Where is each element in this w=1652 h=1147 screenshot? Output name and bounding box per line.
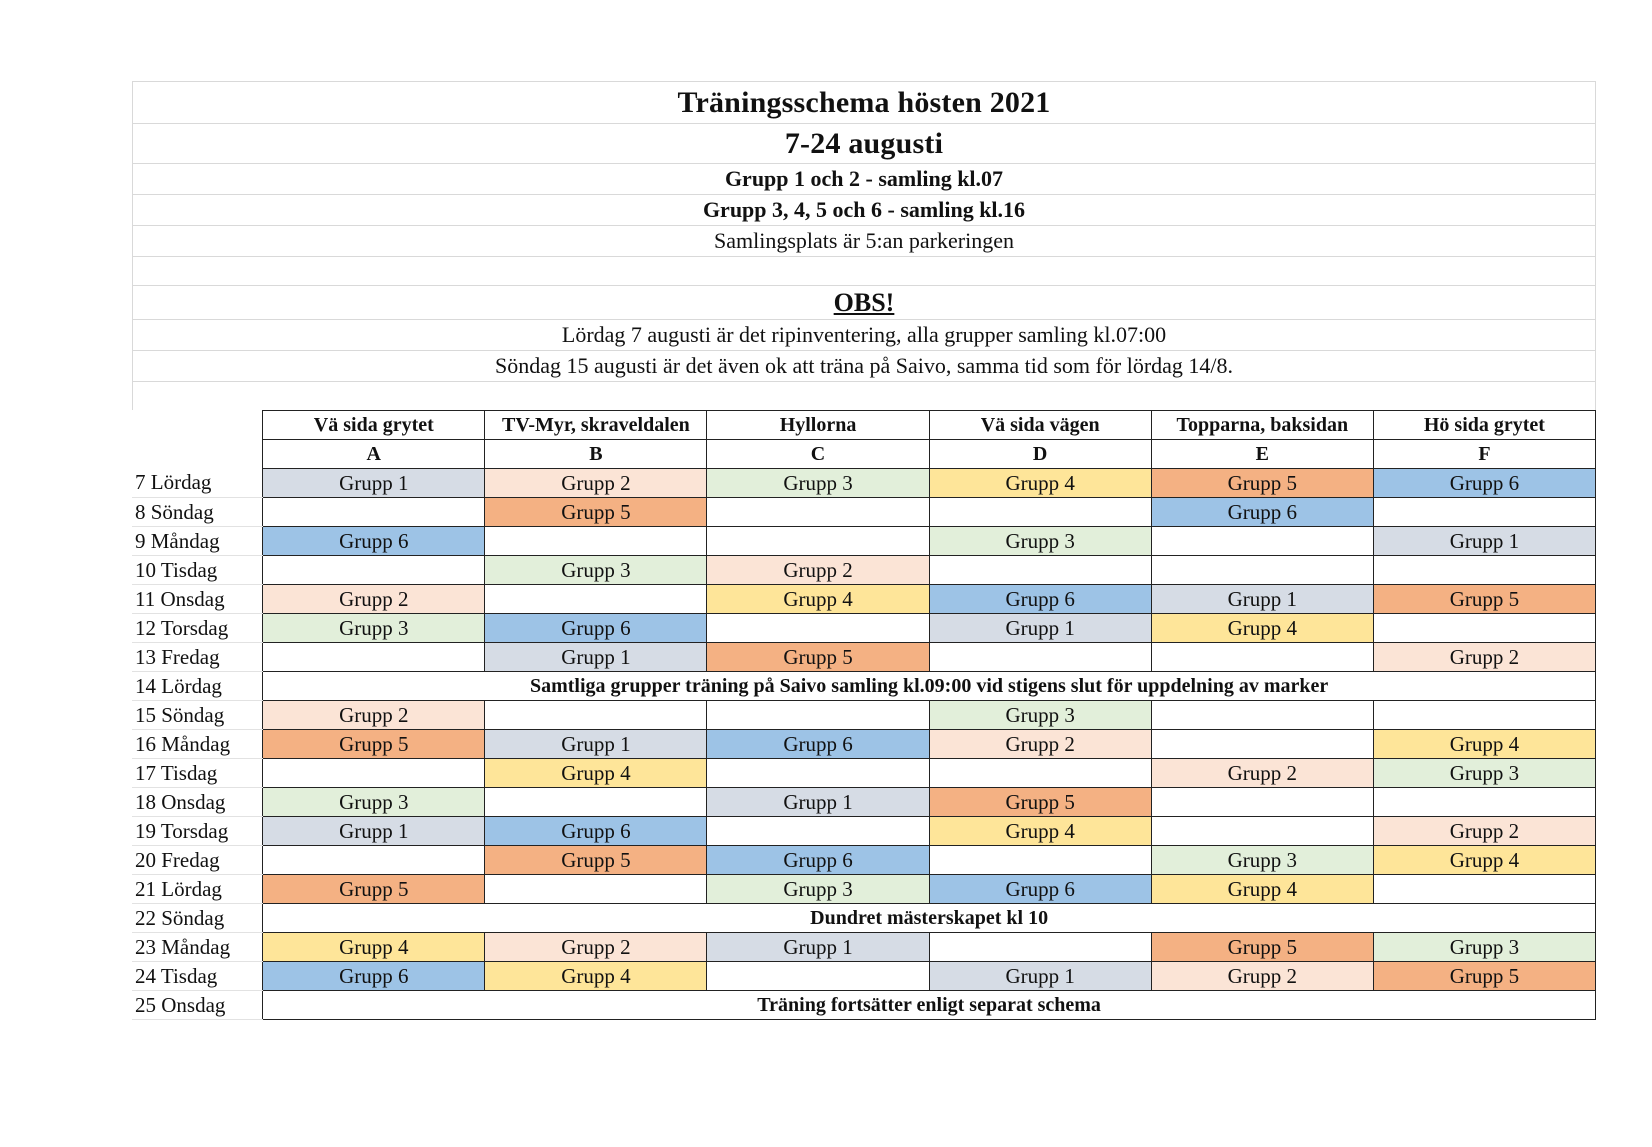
group-cell: Grupp 1 — [485, 730, 707, 759]
group-cell: Grupp 6 — [929, 875, 1151, 904]
table-row — [132, 962, 1596, 991]
group-cell: Grupp 3 — [1373, 759, 1595, 788]
group-cell: Grupp 5 — [929, 788, 1151, 817]
day-label: 14 Lördag — [132, 672, 263, 701]
full-day-note: Träning fortsätter enligt separat schema — [263, 991, 1596, 1020]
column-name-row — [132, 411, 1596, 440]
table-row — [132, 701, 1596, 730]
empty-cell — [1151, 556, 1373, 585]
group-cell: Grupp 1 — [929, 614, 1151, 643]
empty-cell — [1151, 701, 1373, 730]
group-cell: Grupp 3 — [707, 469, 929, 498]
corner-cell — [132, 440, 263, 469]
group-cell: Grupp 2 — [929, 730, 1151, 759]
group-cell: Grupp 6 — [1151, 498, 1373, 527]
group-cell: Grupp 2 — [485, 933, 707, 962]
empty-cell — [263, 498, 485, 527]
full-day-note: Dundret mästerskapet kl 10 — [263, 904, 1596, 933]
column-name-c: Hyllorna — [707, 411, 929, 440]
note-saivo: Söndag 15 augusti är det även ok att träna på Saivo, samma tid som för lördag 14/8. — [132, 351, 1596, 382]
group-cell: Grupp 4 — [485, 962, 707, 991]
group-cell: Grupp 1 — [1373, 527, 1595, 556]
column-code-d: D — [929, 440, 1151, 469]
column-name-e: Topparna, baksidan — [1151, 411, 1373, 440]
group-cell: Grupp 6 — [263, 962, 485, 991]
group-cell: Grupp 3 — [1151, 846, 1373, 875]
column-code-a: A — [263, 440, 485, 469]
column-code-c: C — [707, 440, 929, 469]
group-cell: Grupp 4 — [1373, 730, 1595, 759]
column-name-b: TV-Myr, skraveldalen — [485, 411, 707, 440]
day-label: 9 Måndag — [132, 527, 263, 556]
group-cell: Grupp 2 — [485, 469, 707, 498]
note-ripinventering: Lördag 7 augusti är det ripinventering, alla grupper samling kl.07:00 — [132, 320, 1596, 351]
day-label: 15 Söndag — [132, 701, 263, 730]
group-cell: Grupp 1 — [263, 817, 485, 846]
group-cell: Grupp 3 — [1373, 933, 1595, 962]
group-cell: Grupp 5 — [1151, 469, 1373, 498]
day-label: 20 Fredag — [132, 846, 263, 875]
group-cell: Grupp 6 — [1373, 469, 1595, 498]
group-cell: Grupp 2 — [263, 585, 485, 614]
group-time-line-1: Grupp 1 och 2 - samling kl.07 — [132, 164, 1596, 195]
day-label: 10 Tisdag — [132, 556, 263, 585]
group-cell: Grupp 5 — [1373, 962, 1595, 991]
column-name-d: Vä sida vägen — [929, 411, 1151, 440]
table-row — [132, 875, 1596, 904]
spacer-row — [132, 257, 1596, 286]
empty-cell — [707, 527, 929, 556]
empty-cell — [1151, 817, 1373, 846]
empty-cell — [1373, 614, 1595, 643]
meeting-place: Samlingsplats är 5:an parkeringen — [132, 226, 1596, 257]
empty-cell — [707, 759, 929, 788]
group-cell: Grupp 1 — [929, 962, 1151, 991]
day-label: 11 Onsdag — [132, 585, 263, 614]
empty-cell — [707, 701, 929, 730]
empty-cell — [929, 759, 1151, 788]
empty-cell — [485, 875, 707, 904]
empty-cell — [1151, 730, 1373, 759]
group-cell: Grupp 5 — [263, 875, 485, 904]
table-row — [132, 556, 1596, 585]
table-row — [132, 672, 1596, 701]
table-row — [132, 585, 1596, 614]
day-label: 7 Lördag — [132, 469, 263, 498]
column-code-b: B — [485, 440, 707, 469]
empty-cell — [1151, 527, 1373, 556]
column-code-e: E — [1151, 440, 1373, 469]
group-cell: Grupp 5 — [485, 846, 707, 875]
empty-cell — [929, 846, 1151, 875]
group-cell: Grupp 1 — [263, 469, 485, 498]
table-row — [132, 788, 1596, 817]
group-cell: Grupp 6 — [485, 614, 707, 643]
empty-cell — [707, 817, 929, 846]
table-row — [132, 527, 1596, 556]
group-cell: Grupp 4 — [929, 469, 1151, 498]
group-cell: Grupp 4 — [1151, 875, 1373, 904]
empty-cell — [707, 614, 929, 643]
day-label: 24 Tisdag — [132, 962, 263, 991]
day-label: 13 Fredag — [132, 643, 263, 672]
group-cell: Grupp 6 — [929, 585, 1151, 614]
table-row — [132, 730, 1596, 759]
table-row — [132, 991, 1596, 1020]
empty-cell — [1151, 788, 1373, 817]
group-cell: Grupp 1 — [1151, 585, 1373, 614]
empty-cell — [929, 498, 1151, 527]
group-cell: Grupp 2 — [1373, 817, 1595, 846]
schedule-sheet — [132, 81, 1596, 1020]
group-cell: Grupp 4 — [1151, 614, 1373, 643]
empty-cell — [263, 556, 485, 585]
group-cell: Grupp 5 — [707, 643, 929, 672]
empty-cell — [485, 527, 707, 556]
group-cell: Grupp 2 — [1151, 962, 1373, 991]
empty-cell — [929, 556, 1151, 585]
empty-cell — [1373, 875, 1595, 904]
corner-cell — [132, 411, 263, 440]
group-cell: Grupp 4 — [929, 817, 1151, 846]
group-cell: Grupp 6 — [707, 730, 929, 759]
empty-cell — [707, 962, 929, 991]
group-cell: Grupp 6 — [707, 846, 929, 875]
column-name-f: Hö sida grytet — [1373, 411, 1595, 440]
group-cell: Grupp 5 — [485, 498, 707, 527]
group-cell: Grupp 1 — [485, 643, 707, 672]
group-cell: Grupp 5 — [1373, 585, 1595, 614]
obs-heading: OBS! — [132, 286, 1596, 320]
group-cell: Grupp 4 — [707, 585, 929, 614]
table-row — [132, 643, 1596, 672]
empty-cell — [263, 759, 485, 788]
column-code-row — [132, 440, 1596, 469]
full-day-note: Samtliga grupper träning på Saivo samling kl.09:00 vid stigens slut för uppdelning av marker — [263, 672, 1596, 701]
empty-cell — [1373, 556, 1595, 585]
group-cell: Grupp 4 — [485, 759, 707, 788]
group-cell: Grupp 6 — [263, 527, 485, 556]
group-cell: Grupp 3 — [707, 875, 929, 904]
table-row — [132, 469, 1596, 498]
spacer-row — [132, 382, 1596, 410]
empty-cell — [485, 788, 707, 817]
table-row — [132, 933, 1596, 962]
empty-cell — [707, 498, 929, 527]
day-label: 18 Onsdag — [132, 788, 263, 817]
day-label: 19 Torsdag — [132, 817, 263, 846]
group-cell: Grupp 3 — [929, 701, 1151, 730]
empty-cell — [929, 643, 1151, 672]
group-cell: Grupp 1 — [707, 933, 929, 962]
group-cell: Grupp 1 — [707, 788, 929, 817]
column-code-f: F — [1373, 440, 1595, 469]
table-row — [132, 846, 1596, 875]
day-label: 17 Tisdag — [132, 759, 263, 788]
day-label: 16 Måndag — [132, 730, 263, 759]
day-label: 22 Söndag — [132, 904, 263, 933]
group-cell: Grupp 5 — [1151, 933, 1373, 962]
group-cell: Grupp 2 — [707, 556, 929, 585]
empty-cell — [1373, 498, 1595, 527]
table-row — [132, 904, 1596, 933]
table-row — [132, 498, 1596, 527]
empty-cell — [1373, 788, 1595, 817]
group-cell: Grupp 3 — [485, 556, 707, 585]
table-row — [132, 759, 1596, 788]
empty-cell — [263, 846, 485, 875]
empty-cell — [263, 643, 485, 672]
group-cell: Grupp 2 — [263, 701, 485, 730]
day-label: 8 Söndag — [132, 498, 263, 527]
group-cell: Grupp 5 — [263, 730, 485, 759]
empty-cell — [929, 933, 1151, 962]
page-title: Träningsschema hösten 2021 — [132, 81, 1596, 124]
date-range: 7-24 augusti — [132, 124, 1596, 164]
empty-cell — [485, 701, 707, 730]
empty-cell — [485, 585, 707, 614]
day-label: 12 Torsdag — [132, 614, 263, 643]
group-cell: Grupp 2 — [1373, 643, 1595, 672]
group-cell: Grupp 3 — [929, 527, 1151, 556]
day-label: 25 Onsdag — [132, 991, 263, 1020]
table-row — [132, 614, 1596, 643]
group-cell: Grupp 4 — [263, 933, 485, 962]
day-label: 21 Lördag — [132, 875, 263, 904]
group-cell: Grupp 4 — [1373, 846, 1595, 875]
group-time-line-2: Grupp 3, 4, 5 och 6 - samling kl.16 — [132, 195, 1596, 226]
group-cell: Grupp 3 — [263, 788, 485, 817]
schedule-table — [132, 410, 1596, 1020]
empty-cell — [1373, 701, 1595, 730]
empty-cell — [1151, 643, 1373, 672]
group-cell: Grupp 6 — [485, 817, 707, 846]
day-label: 23 Måndag — [132, 933, 263, 962]
group-cell: Grupp 2 — [1151, 759, 1373, 788]
group-cell: Grupp 3 — [263, 614, 485, 643]
column-name-a: Vä sida grytet — [263, 411, 485, 440]
table-row — [132, 817, 1596, 846]
